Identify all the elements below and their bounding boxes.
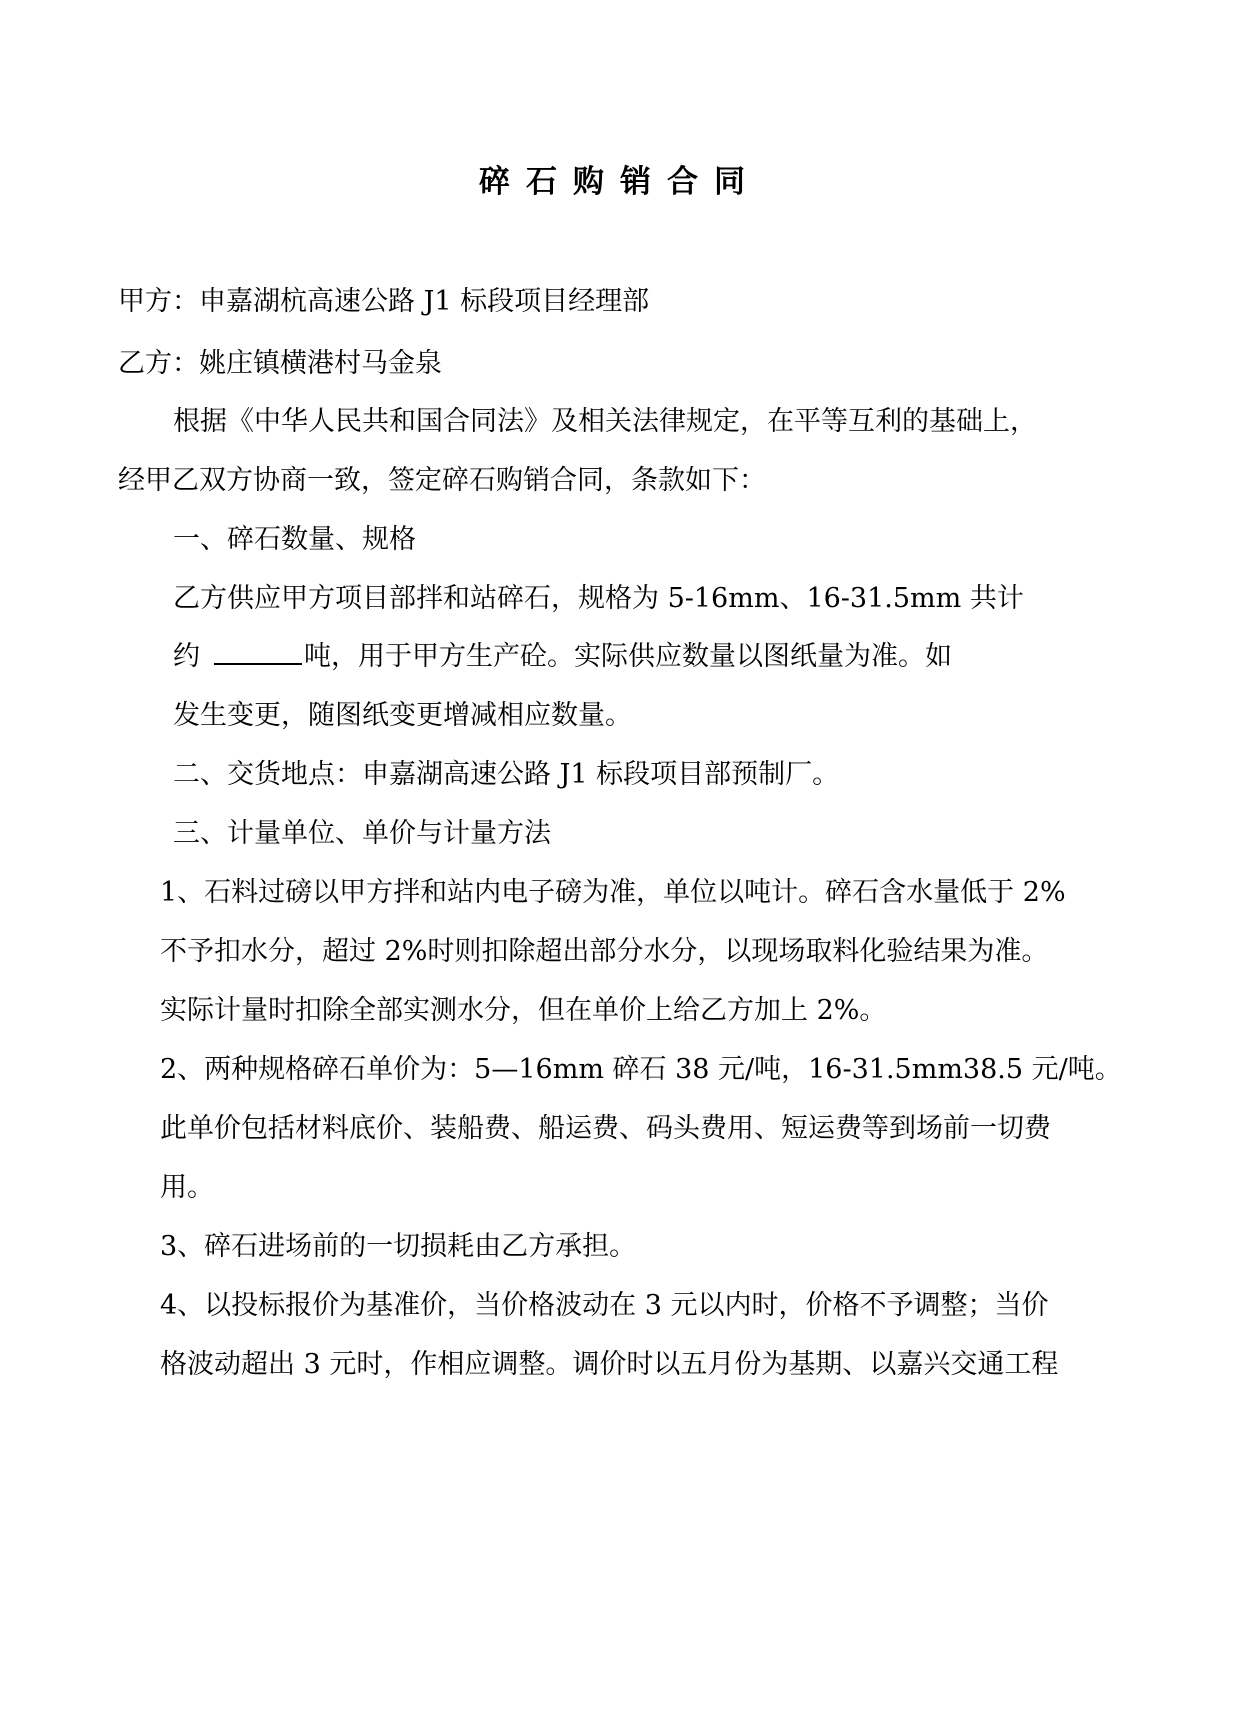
section-1-heading: 一、碎石数量、规格 <box>173 524 416 555</box>
intro-line-1: 根据《中华人民共和国合同法》及相关法律规定，在平等互利的基础上， <box>173 406 1037 437</box>
section-2-line: 二、交货地点：申嘉湖高速公路 J1 标段项目部预制厂。 <box>173 759 840 790</box>
section-1-line-1: 乙方供应甲方项目部拌和站碎石，规格为 5-16mm、16-31.5mm 共计 <box>173 583 1024 614</box>
section-1-line-3: 发生变更，随图纸变更增减相应数量。 <box>173 700 632 731</box>
item-4-line-1: 4、以投标报价为基准价，当价格波动在 3 元以内时，价格不予调整；当价 <box>160 1290 1049 1321</box>
item-2-line-3: 用。 <box>160 1172 214 1203</box>
item-2-line-1: 2、两种规格碎石单价为：5—16mm 碎石 38 元/吨，16-31.5mm38.5 元/吨。 <box>160 1054 1122 1085</box>
section-3-heading: 三、计量单位、单价与计量方法 <box>173 818 551 849</box>
item-1-line-2: 不予扣水分，超过 2%时则扣除超出部分水分，以现场取料化验结果为准。 <box>160 936 1049 967</box>
section-1-line-2-suffix: 吨，用于甲方生产砼。实际供应数量以图纸量为准。如 <box>304 641 952 672</box>
item-4-line-2: 格波动超出 3 元时，作相应调整。调价时以五月份为基期、以嘉兴交通工程 <box>160 1349 1059 1380</box>
item-1-line-1: 1、石料过磅以甲方拌和站内电子磅为准，单位以吨计。碎石含水量低于 2% <box>160 877 1066 908</box>
section-1-line-2 <box>173 640 952 674</box>
intro-line-2: 经甲乙双方协商一致，签定碎石购销合同，条款如下： <box>118 465 766 496</box>
quantity-blank <box>214 641 302 665</box>
document-title: 碎石购销合同 <box>479 164 761 200</box>
item-3-line: 3、碎石进场前的一切损耗由乙方承担。 <box>160 1231 637 1262</box>
item-2-line-2: 此单价包括材料底价、装船费、船运费、码头费用、短运费等到场前一切费 <box>160 1113 1051 1144</box>
item-1-line-3: 实际计量时扣除全部实测水分，但在单价上给乙方加上 2%。 <box>160 995 887 1026</box>
section-1-line-2-prefix: 约 <box>173 641 200 672</box>
party-a-line: 甲方：申嘉湖杭高速公路 J1 标段项目经理部 <box>118 286 650 317</box>
party-b-line: 乙方：姚庄镇横港村马金泉 <box>118 348 442 379</box>
